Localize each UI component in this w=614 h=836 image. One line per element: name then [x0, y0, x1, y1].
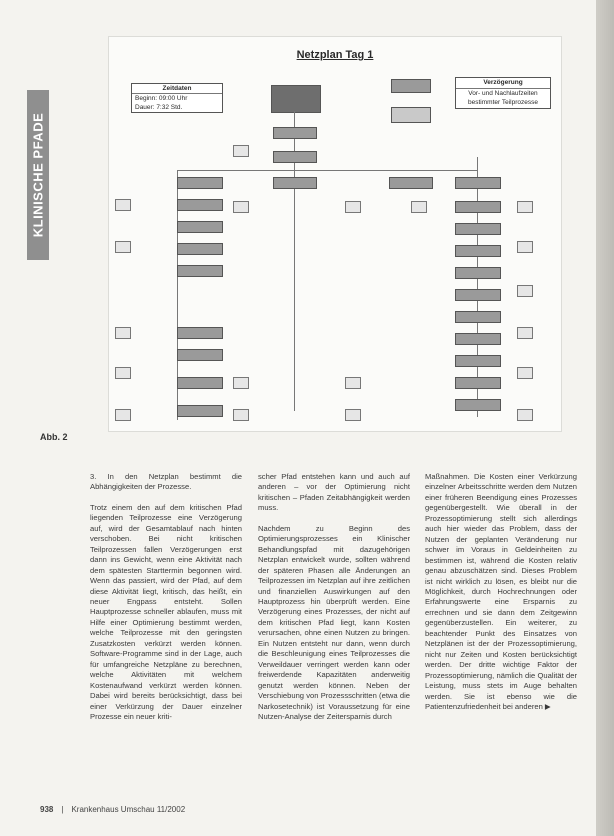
side-node [115, 409, 131, 421]
side-node [233, 201, 249, 213]
process-node [273, 127, 317, 139]
delay-node-side [391, 107, 431, 123]
page-footer [40, 805, 185, 814]
text-column-1 [90, 472, 242, 732]
process-node [455, 289, 501, 301]
side-node [115, 199, 131, 211]
delay-node-top [391, 79, 431, 93]
side-node [233, 145, 249, 157]
process-node [455, 333, 501, 345]
process-node [455, 177, 501, 189]
side-node [115, 367, 131, 379]
process-node [177, 199, 223, 211]
process-node [177, 265, 223, 277]
side-node [517, 367, 533, 379]
side-node [345, 409, 361, 421]
network-plan-figure [108, 36, 562, 432]
process-node [389, 177, 433, 189]
side-node [233, 409, 249, 421]
side-node [115, 327, 131, 339]
side-node [411, 201, 427, 213]
figure-title: Netzplan Tag 1 [296, 49, 374, 61]
paragraph: 3. In den Netzplan bestimmt die Abhängigkeiten der Prozesse. [90, 472, 242, 492]
journal-name: Krankenhaus Umschau 11/2002 [71, 805, 186, 814]
paragraph: Nachdem zu Beginn des Optimierungsprozesses ein Klinischer Behandlungspfad mit dazugehörigen Netzplan entwickelt wurde, sollten während der späteren Phasen alle Änderungen an Teilprozessen im Netzplan auf ihre zeitlichen und finanziellen Auswirkungen auf den Hauptprozess hin überprüft werden. Eine Verzögerung eines Prozesses, der nicht auf dem kritischen Pfad liegt, kann Kosten verursachen, ohne einen Nutzen zu bringen. Ein Nutzen entsteht nur dann, wenn durch die Beschleunigung eines Teilprozesses die Verweildauer verringert werden kann oder freiwerdende Kapazitäten anderweitig genutzt werden können. Neben der Verschiebung von Prozessschritten (etwa die Narkosetechnik) ist Voraussetzung für eine Nutzen-Analyse der Zeitersparnis durch [258, 523, 410, 721]
process-node [455, 399, 501, 411]
side-node [517, 409, 533, 421]
process-node [455, 377, 501, 389]
process-node [455, 311, 501, 323]
process-node [177, 221, 223, 233]
side-node [233, 377, 249, 389]
legend-time-data [131, 83, 223, 113]
paragraph: scher Pfad entstehen kann und auch auf anderen – vor der Optimierung nicht kritischen – Pfaden Zeitabhängigkeit werden muss. [258, 472, 410, 513]
process-node [177, 243, 223, 255]
section-tab-label: KLINISCHE PFADE [30, 112, 46, 238]
process-node [273, 177, 317, 189]
process-node [177, 349, 223, 361]
legend-delay-line2: bestimmter Teilprozesse [468, 99, 538, 106]
footer-separator: | [61, 805, 64, 814]
side-node [517, 285, 533, 297]
start-node [271, 85, 321, 113]
paragraph: Maßnahmen. Die Kosten einer Verkürzung einzelner Arbeitsschritte werden dem Nutzen einer früheren Beendigung eines Prozesses gegenübergestellt. Wie überall in der Prozessoptimierung stellt sich allerdings auch hier wieder das Problem, dass der Nutzen der geplanten Veränderung nur schwer im Voraus in Geldeinheiten zu bestimmen ist, während die Kosten relativ genau abzuschätzen sind. Dieses Problem ist nicht wirklich zu lösen, es bleibt nur die Möglichkeit, durch Hochrechnungen oder Erfahrungswerte eine Ersparnis zu errechnen und sie dann dem Zeitgewinn gegenüberzustellen. Ein weiterer, zu beachtender Punkt des Einsatzes von Netzplänen ist der der Prozessoptimierung, nicht nur Zeiten und Kosten berücksichtigt werden. Der dritte wichtige Faktor der Prozessoptimierung, nämlich die Qualität der Leistung, muss stets im Auge behalten werden. Sie ist ebenso wie die Patientenzufriedenheit bei anderen ▶ [425, 472, 577, 711]
side-node [517, 241, 533, 253]
paragraph: Trotz einem den auf dem kritischen Pfad liegenden Teilprozesse eine Verzögerung auf, wird der Gesamtablauf nach hinten verschoben. Bei nicht kritischen Teilprozessen fallen Verzögerungen erst dann ins Gewicht, wenn eine Aktivität nach dem spätesten Starttermin begonnen wird. Wenn das passiert, wird der Pfad, auf dem diese Aktivität liegt, kritisch, das heißt, ein neuer Engpass entsteht. Sollen Hauptprozesse schneller ablaufen, muss mit Hilfe einer Optimierung bestimmt werden, welche Teilprozesse mit den geringsten Zusatzkosten verkürzt werden können. Software-Programme sind in der Lage, auch für umfangreiche Netzpläne zu berechnen, welche Aktivitäten mit welchem Kostenaufwand verkürzt werden können. Dabei wird bereits berücksichtigt, dass bei einer Verkürzung der Dauer einzelner Prozesse ein neuer kriti- [90, 502, 242, 721]
process-node [455, 223, 501, 235]
process-node [177, 377, 223, 389]
branch-line [177, 170, 477, 171]
legend-delay [455, 77, 551, 109]
side-node [517, 327, 533, 339]
process-node [455, 355, 501, 367]
side-node [345, 201, 361, 213]
page-gutter-shadow [596, 0, 614, 836]
section-tab [27, 90, 49, 260]
process-node [273, 151, 317, 163]
text-column-2 [258, 472, 410, 732]
process-node [177, 327, 223, 339]
process-node [455, 245, 501, 257]
process-node [455, 267, 501, 279]
side-node [345, 377, 361, 389]
text-column-3 [425, 472, 577, 722]
side-node [517, 201, 533, 213]
process-node [177, 177, 223, 189]
process-node [177, 405, 223, 417]
legend-time-duration: Dauer: 7:32 Std. [135, 104, 183, 111]
legend-time-start: Beginn: 09:00 Uhr [135, 95, 188, 102]
legend-delay-line1: Vor- und Nachlaufzeiten [468, 90, 538, 97]
process-node [455, 201, 501, 213]
legend-time-title: Zeitdaten [132, 84, 222, 94]
figure-label: Abb. 2 [40, 432, 68, 442]
side-node [115, 241, 131, 253]
page-number: 938 [40, 805, 54, 814]
legend-delay-title: Verzögerung [456, 78, 550, 89]
